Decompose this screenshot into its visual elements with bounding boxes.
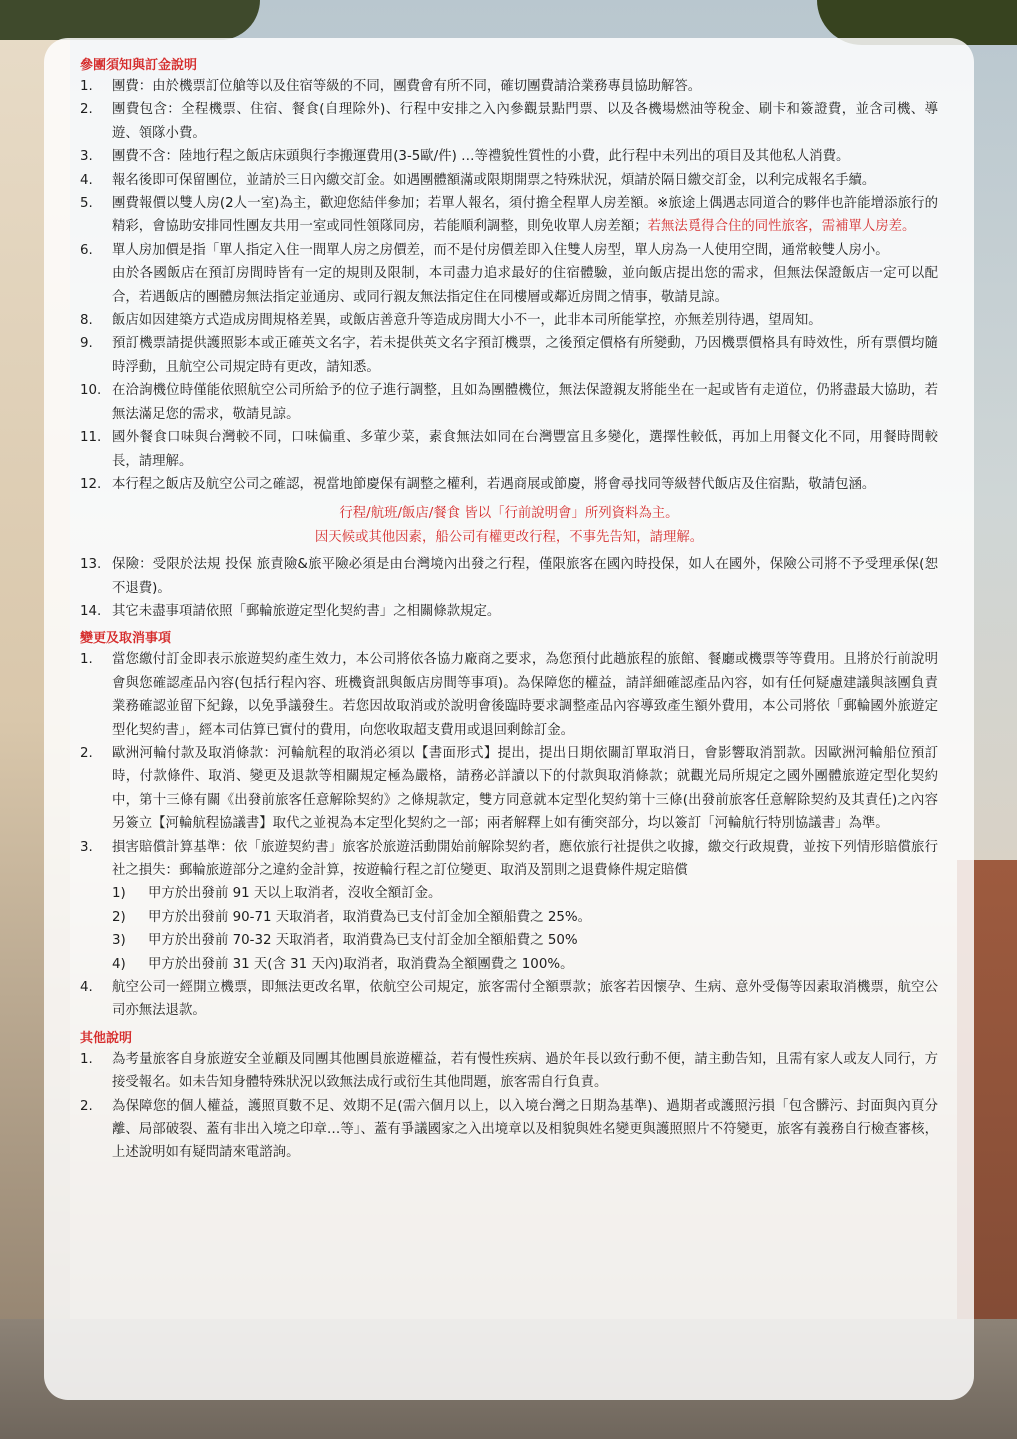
list-item [80,192,938,239]
item-number: 2. [80,102,93,118]
item-number: 10. [80,383,102,399]
list-item [80,473,938,496]
item-text: 國外餐食口味與台灣較不同，口味偏重、多葷少菜，素食無法如同在台灣豐富且多變化，選擇性較低，再加上用餐文化不同，用餐時間較長，請理解。 [112,430,938,469]
item-number: 1. [80,1051,93,1067]
item-text-continued: 由於各國飯店在預訂房間時皆有一定的規則及限制，本司盡力追求最好的住宿體驗，並向飯店提出您的需求，但無法保證飯店一定可以配合，若遇飯店的團體房無法指定並通房、或同行親友無法指定住在同樓層或鄰近房間之情事，敬請見諒。 [112,266,938,305]
item-text: 預訂機票請提供護照影本或正確英文名字，若未提供英文名字預訂機票，之後預定價格有所變動，乃因機票價格具有時效性，所有票價均隨時浮動，且航空公司規定時有更改，請知悉。 [112,336,938,375]
item-text: 團費：由於機票訂位艙等以及住宿等級的不同，團費會有所不同，確切團費請洽業務專員協助解答。 [112,79,702,94]
notice-line-1: 行程/航班/飯店/餐食 皆以「行前說明會」所列資料為主。 [339,506,679,522]
sub-item-text: 甲方於出發前 70-32 天取消者，取消費為已支付訂金加全額船費之 50% [148,933,578,949]
item-text: 損害賠償計算基準：依「旅遊契約書」旅客於旅遊活動開始前解除契約者，應依旅行社提供之收據，繳交行政規費，並按下列情形賠償旅行社之損失：郵輪旅遊部分之違約金計算，按遊輪行程之訂位變更、取消及罰則之退費條件規定賠償 [112,839,938,878]
item-text: 當您繳付訂金即表示旅遊契約產生效力，本公司將依各協力廠商之要求，為您預付此趟旅程的旅館、餐廳或機票等等費用。且將於行前說明會與您確認產品內容(包括行程內容、班機資訊與飯店房間等事項)。為保障您的權益，請詳細確認產品內容，如有任何疑慮建議與該團負責業務確認並留下紀錄，以免爭議發生。若您因故取消或於說明會後臨時要求調整產品內容導致產生額外費用，本公司將依「郵輪國外旅遊定型化契約書」，經本司估算已實付的費用，向您收取超支費用或退回剩餘訂金。 [112,652,938,738]
registration-list [80,75,938,496]
registration-list-continued [80,553,938,623]
item-text: 其它未盡事項請依照「郵輪旅遊定型化契約書」之相關條款規定。 [112,603,501,619]
item-number: 2. [80,745,93,761]
list-item [80,309,938,332]
list-item [80,648,938,742]
list-item [80,169,938,192]
list-item [80,145,938,168]
sub-item-number: 1) [112,886,126,902]
item-number: 3. [80,839,93,855]
item-number: 6. [80,242,93,258]
item-text: 保險：受限於法規 投保 旅責險&旅平險必須是由台灣境內出發之行程，僅限旅客在國內時投保，如人在國外，保險公司將不予受理承保(恕不退費)。 [112,557,938,596]
sub-item [112,882,938,905]
notice-line-2: 因天候或其他因素，船公司有權更改行程，不事先告知，請理解。 [314,529,704,545]
sub-item-text: 甲方於出發前 31 天(含 31 天內)取消者，取消費為全額團費之 100%。 [148,956,574,972]
item-number: 11. [80,430,102,446]
item-number: 14. [80,603,102,619]
section-title-registration: 參團須知與訂金說明 [80,58,198,73]
item-text: 團費包含：全程機票、住宿、餐食(自理除外)、行程中安排之入內參觀景點門票、以及各機場燃油等稅金、刷卡和簽證費，並含司機、導遊、領隊小費。 [112,102,938,141]
item-text: 報名後即可保留團位，並請於三日內繳交訂金。如遇團體額滿或限期開票之特殊狀況，煩請於隔日繳交訂金，以利完成報名手續。 [112,172,876,188]
item-text: 歐洲河輪付款及取消條款：河輪航程的取消必須以【書面形式】提出，提出日期依關訂單取消日，會影響取消罰款。因歐洲河輪船位預訂時，付款條件、取消、變更及退款等相關規定極為嚴格，請務必詳讀以下的付款與取消條款；就觀光局所規定之國外團體旅遊定型化契約中，第十三條有關《出發前旅客任意解除契約》之條規款定，雙方同意就本定型化契約第十三條(出發前旅客任意解除契約及其責任)之內容另簽立【河輪航程協議書】取代之並視為本定型化契約之一部；兩者解釋上如有衝突部分，均以簽訂「河輪航行特別協議書」為準。 [112,745,938,832]
sub-item [112,953,938,976]
item-text: 團費報價以雙人房(2人一室)為主，歡迎您結伴參加；若單人報名，須付擔全程單人房差額。※旅途上偶遇志同道合的夥伴也許能增添旅行的精彩，會協助安排同性團友共用一室或同性領隊同房，若能順利調整，則免收單人房差額； [112,196,938,235]
list-item [80,98,938,145]
item-number: 3. [80,149,93,165]
changes-list [80,648,938,1023]
list-item [80,379,938,426]
item-text: 團費不含：陸地行程之飯店床頭與行李搬運費用(3-5歐/件) …等禮貌性質性的小費，此行程中未列出的項目及其他私人消費。 [112,149,850,165]
sub-item [112,929,938,952]
item-text: 在洽詢機位時僅能依照航空公司所給予的位子進行調整，且如為團體機位，無法保證親友將能坐在一起或皆有走道位，仍將盡最大協助，若無法滿足您的需求，敬請見諒。 [112,383,938,422]
list-item [80,75,938,98]
list-item [80,600,938,623]
item-number: 8. [80,313,93,329]
section-title-changes: 變更及取消事項 [80,631,172,647]
background-tree-left [0,0,260,40]
item-number: 1. [80,79,93,94]
item-number: 13. [80,557,102,573]
item-text: 飯店如因建築方式造成房間規格差異，或飯店善意升等造成房間大小不一，此非本司所能掌控，亦無差別待遇，望周知。 [112,313,822,329]
other-list [80,1048,938,1165]
item-number: 2. [80,1098,93,1114]
sub-item [112,906,938,929]
sub-item-text: 甲方於出發前 91 天以上取消者，沒收全額訂金。 [148,886,442,902]
sub-item-number: 3) [112,933,126,949]
item-number: 5. [80,196,93,212]
item-number: 1. [80,652,93,668]
item-number: 9. [80,336,93,352]
item-text: 本行程之飯店及航空公司之確認，視當地節慶保有調整之權利，若遇商展或節慶，將會尋找同等級替代飯店及住宿點，敬請包涵。 [112,476,876,492]
section-title-other: 其他說明 [80,1030,133,1046]
itinerary-notice [80,502,938,549]
item-number: 4. [80,172,93,188]
item-text: 為考量旅客自身旅遊安全並顧及同團其他團員旅遊權益，若有慢性疾病、過於年長以致行動不便，請主動告知，且需有家人或友人同行，方接受報名。如未告知身體特殊狀況以致無法成行或衍生其他問題，旅客需自行負責。 [112,1051,938,1091]
list-item [80,1095,938,1165]
list-item [80,1048,938,1095]
list-item [80,553,938,600]
item-number: 4. [80,980,93,996]
list-item [80,239,938,309]
list-item [80,332,938,379]
list-item [80,836,938,976]
sub-item-number: 2) [112,909,126,925]
item-number: 12. [80,476,102,492]
list-item [80,976,938,1023]
item-text-highlight: 若無法覓得合住的同性旅客，需補單人房差。 [647,219,916,235]
sub-item-number: 4) [112,956,126,972]
sub-item-text: 甲方於出發前 90-71 天取消者，取消費為已支付訂金加全額船費之 25%。 [148,909,591,925]
list-item [80,742,938,836]
list-item [80,426,938,473]
item-text: 為保障您的個人權益，護照頁數不足、效期不足(需六個月以上，以入境台灣之日期為基準)、過期者或護照污損「包含髒污、封面與內頁分離、局部破裂、蓋有非出入境之印章…等」、蓋有爭議國家之入出境章以及相貌與姓名變更與護照照片不符變更，旅客有義務自行檢查審核，上述說明如有疑問請來電諮詢。 [112,1098,938,1161]
item-text: 單人房加價是指「單人指定入住一間單人房之房價差，而不是付房價差即入住雙人房型，單人房為一人使用空間，通常較雙人房小。 [112,242,889,258]
item-text: 航空公司一經開立機票，即無法更改名單，依航空公司規定，旅客需付全額票款；旅客若因懷孕、生病、意外受傷等因素取消機票，航空公司亦無法退款。 [112,980,938,1019]
content-panel [44,38,974,1400]
